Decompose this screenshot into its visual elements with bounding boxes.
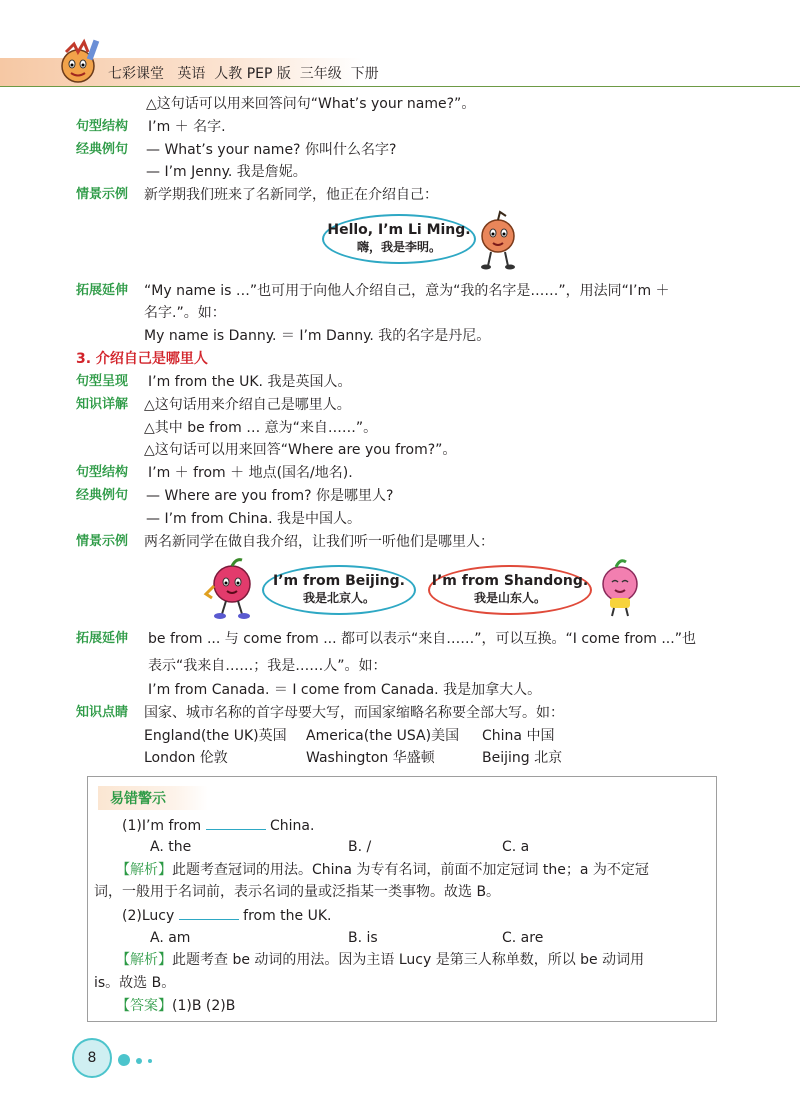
question-text: (2)Lucy: [122, 908, 175, 924]
example-item: England(the UK)英国: [144, 728, 287, 744]
explanation-line: is。故选 B。: [94, 975, 176, 991]
label-scenario: 情景示例: [76, 534, 129, 549]
option: B. /: [348, 839, 372, 855]
example-item: Washington 华盛顿: [306, 750, 435, 766]
page-number: 8: [72, 1038, 112, 1078]
label-extension: 拓展延伸: [76, 631, 129, 646]
bubble-text-en: I’m from Beijing.: [273, 573, 405, 589]
text-line: My name is Danny. ＝ I’m Danny. 我的名字是丹尼。: [144, 328, 491, 344]
text-line: 表示“我来自……；我是……人”。如：: [148, 658, 387, 674]
example-item: Beijing 北京: [482, 750, 563, 766]
answer-blank: [206, 815, 266, 830]
explanation-line: [116, 950, 644, 970]
answer-line: [116, 996, 235, 1016]
header-divider: [0, 86, 800, 87]
explanation-line: 词，一般用于名词前，表示名词的量或泛指某一类事物。故选 B。: [94, 884, 501, 900]
text-line: △这句话可以用来回答问句“What’s your name?”。: [146, 96, 476, 112]
question-1: [122, 815, 314, 836]
question-text: from the UK.: [243, 908, 332, 924]
text-line: — I’m from China. 我是中国人。: [146, 511, 362, 527]
bubble-text-cn: 我是山东人。: [473, 591, 546, 605]
option: C. are: [502, 930, 544, 946]
character-icon: [476, 210, 522, 270]
text-line: I’m from the UK. 我是英国人。: [148, 374, 352, 390]
option: A. am: [150, 930, 191, 946]
text-line: 国家、城市名称的首字母要大写，而国家缩略名称要全部大写。如：: [144, 705, 564, 721]
text-line: △这句话可以用来回答“Where are you from?”。: [144, 442, 457, 458]
example-item: China 中国: [482, 728, 555, 744]
mascot-icon: [52, 38, 104, 90]
label-sentence-structure: 句型结构: [76, 119, 129, 134]
text-line: — Where are you from? 你是哪里人?: [146, 488, 394, 504]
bubble-text-cn: 嗨，我是李明。: [356, 240, 441, 254]
speech-bubble: [322, 214, 476, 264]
text-line: “My name is …”也可用于向他人介绍自己，意为“我的名字是……”，用法同“I’m ＋: [144, 283, 670, 299]
peach-character-icon: [594, 556, 646, 620]
decor-dot: [118, 1054, 130, 1066]
text-line: 新学期我们班来了名新同学，他正在介绍自己：: [144, 187, 438, 203]
answer-text: (1)B (2)B: [172, 998, 236, 1014]
decor-dot: [136, 1058, 142, 1064]
explanation-label: 【解析】: [116, 952, 172, 968]
bubble-text-cn: 我是北京人。: [302, 591, 375, 605]
bubble-text-en: Hello, I’m Li Ming.: [327, 222, 471, 238]
bubble-text-en: I’m from Shandong.: [431, 573, 589, 589]
question-2: [122, 905, 332, 926]
apple-character-icon: [202, 556, 262, 620]
text-line: △其中 be from … 意为“来自……”。: [144, 420, 378, 436]
text-line: — What’s your name? 你叫什么名字?: [146, 142, 397, 158]
warning-title: 易错警示: [110, 791, 166, 807]
speech-bubble: [262, 565, 416, 615]
explanation-text: 此题考查 be 动词的用法。因为主语 Lucy 是第三人称单数，所以 be 动词用: [172, 952, 645, 968]
text-line: I’m ＋ 名字.: [148, 119, 226, 135]
explanation-label: 【解析】: [116, 862, 172, 878]
label-classic-example: 经典例句: [76, 142, 129, 157]
text-line: 名字.”。如：: [144, 305, 226, 321]
explanation-line: [116, 860, 649, 880]
label-sentence-structure: 句型结构: [76, 465, 129, 480]
label-knowledge-detail: 知识详解: [76, 397, 129, 412]
label-sentence-pattern: 句型呈现: [76, 374, 129, 389]
option: B. is: [348, 930, 378, 946]
text-line: I’m ＋ from ＋ 地点(国名/地名).: [148, 465, 353, 481]
text-line: △这句话用来介绍自己是哪里人。: [144, 397, 351, 413]
text-line: — I’m Jenny. 我是詹妮。: [146, 164, 307, 180]
section-heading: 3. 介绍自己是哪里人: [76, 351, 208, 367]
text-line: I’m from Canada. ＝ I come from Canada. 我是加拿大人。: [148, 682, 542, 698]
example-item: London 伦敦: [144, 750, 228, 766]
header-title: 七彩课堂 英语 人教 PEP 版 三年级 下册: [108, 66, 379, 82]
option: C. a: [502, 839, 530, 855]
text-line: 两名新同学在做自我介绍，让我们听一听他们是哪里人：: [144, 534, 494, 550]
label-classic-example: 经典例句: [76, 488, 129, 503]
label-extension: 拓展延伸: [76, 283, 129, 298]
question-text: China.: [269, 818, 315, 834]
example-item: America(the USA)美国: [306, 728, 460, 744]
speech-bubble: [428, 565, 592, 615]
label-key-point: 知识点睛: [76, 705, 129, 720]
decor-dot: [148, 1059, 152, 1063]
answer-blank: [179, 905, 239, 920]
label-scenario: 情景示例: [76, 187, 129, 202]
text-line: be from ... 与 come from ... 都可以表示“来自……”，可以互换。“I come from ...”也: [148, 631, 696, 647]
question-text: (1)I’m from: [122, 818, 202, 834]
explanation-text: 此题考查冠词的用法。China 为专有名词，前面不加定冠词 the；a 为不定冠: [172, 862, 649, 878]
answer-label: 【答案】: [116, 998, 172, 1014]
option: A. the: [150, 839, 192, 855]
